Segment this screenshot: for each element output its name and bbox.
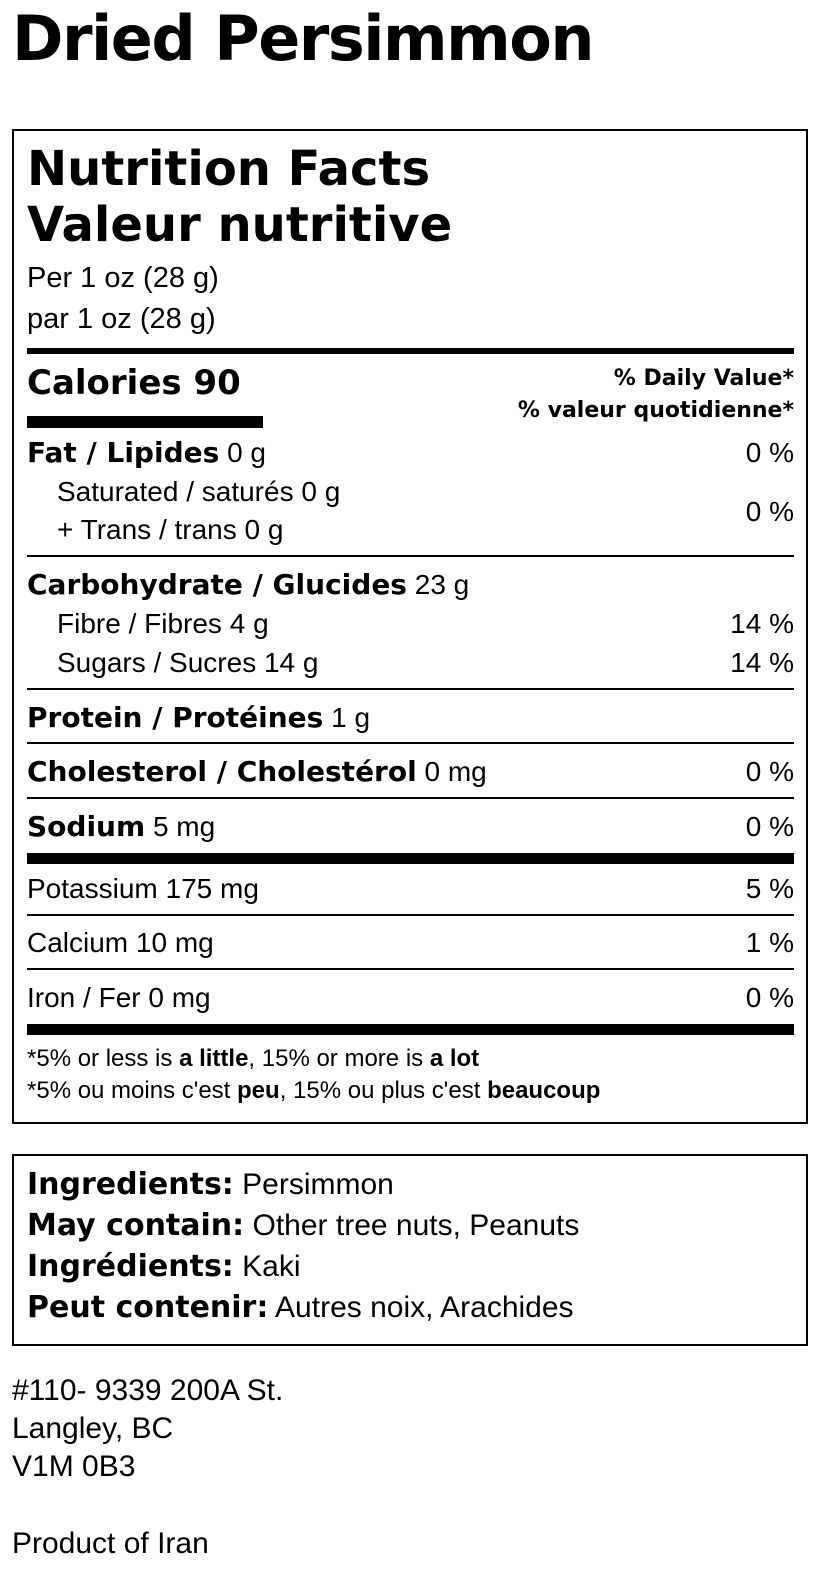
sugars-amount: 14 g [263, 647, 319, 678]
may-contain-fr-value: Autres noix, Arachides [275, 1291, 574, 1324]
thick-rule [27, 853, 794, 864]
iron-dv: 0 % [745, 982, 794, 1013]
iron-label: Iron / Fer [27, 982, 141, 1013]
daily-value-heading-fr: % valeur quotidienne* [517, 398, 794, 423]
may-contain-en-value: Other tree nuts, Peanuts [252, 1209, 580, 1242]
carbohydrate-amount: 23 g [414, 569, 470, 600]
iron-amount: 0 mg [148, 982, 211, 1013]
footnote-emphasis: beaucoup [487, 1077, 601, 1104]
calories-value: 90 [193, 363, 241, 403]
carbohydrate-row [27, 567, 469, 603]
ingredients-fr-value: Kaki [242, 1250, 301, 1283]
daily-value-heading-en: % Daily Value* [613, 366, 794, 391]
footnote-emphasis: peu [237, 1077, 280, 1104]
fibre-row [57, 606, 269, 642]
cholesterol-dv: 0 % [745, 756, 794, 787]
footnote-text: *5% ou moins c'est [27, 1077, 238, 1104]
sat-trans-dv: 0 % [745, 496, 794, 527]
footnote-text: , 15% ou plus c'est [279, 1077, 488, 1104]
saturated-row [57, 474, 340, 510]
footnote-text: , 15% or more is [248, 1045, 430, 1072]
nutrition-header-en: Nutrition Facts [27, 141, 431, 197]
trans-row [57, 512, 283, 548]
footnote-emphasis: a lot [429, 1045, 480, 1072]
trans-label: + Trans / trans [57, 514, 237, 545]
ingredients-en-value: Persimmon [242, 1168, 394, 1201]
footnote-emphasis: a little [179, 1045, 249, 1072]
sodium-dv: 0 % [745, 811, 794, 842]
calories-row [27, 362, 241, 404]
potassium-amount: 175 mg [165, 873, 259, 904]
divider [27, 742, 794, 744]
thick-rule [27, 348, 794, 354]
fat-label: Fat / Lipides [27, 436, 220, 469]
may-contain-fr-label: Peut contenir: [27, 1290, 269, 1325]
divider [27, 968, 794, 970]
potassium-row [27, 871, 259, 907]
divider [27, 688, 794, 690]
fibre-amount: 4 g [229, 608, 269, 639]
carbohydrate-label: Carbohydrate / Glucides [27, 568, 407, 601]
may-contain-en-label: May contain: [27, 1208, 245, 1243]
calcium-row [27, 925, 214, 961]
footnote-en [27, 1043, 479, 1075]
country-of-origin: Product of Iran [12, 1527, 209, 1560]
sodium-amount: 5 mg [152, 811, 216, 842]
thick-rule [27, 1024, 794, 1035]
may-contain-fr [27, 1287, 574, 1328]
calories-underline [27, 416, 263, 428]
ingredients-en-label: Ingredients: [27, 1167, 234, 1202]
fibre-label: Fibre / Fibres [57, 608, 222, 639]
sugars-label: Sugars / Sucres [57, 647, 257, 678]
cholesterol-label: Cholesterol / Cholestérol [27, 755, 417, 788]
cholesterol-amount: 0 mg [424, 756, 487, 787]
footnote-fr [27, 1075, 600, 1107]
calcium-label: Calcium [27, 927, 129, 958]
protein-label: Protein / Protéines [27, 701, 324, 734]
fibre-dv: 14 % [730, 608, 794, 639]
iron-row [27, 980, 211, 1016]
address-line-2: Langley, BC [12, 1412, 174, 1445]
saturated-amount: 0 g [301, 476, 341, 507]
sodium-label: Sodium [27, 810, 146, 843]
saturated-label: Saturated / saturés [57, 476, 294, 507]
cholesterol-row [27, 754, 487, 790]
divider [27, 555, 794, 557]
may-contain-en [27, 1205, 579, 1246]
calories-label: Calories [27, 363, 182, 403]
sugars-dv: 14 % [730, 647, 794, 678]
sugars-row [57, 645, 318, 681]
serving-size-en: Per 1 oz (28 g) [27, 262, 219, 294]
fat-row [27, 435, 266, 471]
protein-amount: 1 g [331, 702, 371, 733]
calcium-dv: 1 % [745, 927, 794, 958]
divider [27, 797, 794, 799]
sodium-row [27, 809, 215, 845]
product-title: Dried Persimmon [12, 2, 593, 75]
calcium-amount: 10 mg [135, 927, 214, 958]
serving-size-fr: par 1 oz (28 g) [27, 303, 216, 335]
trans-amount: 0 g [244, 514, 284, 545]
ingredients-en [27, 1164, 394, 1205]
fat-amount: 0 g [227, 437, 266, 468]
ingredients-fr-label: Ingrédients: [27, 1249, 234, 1284]
protein-row [27, 700, 370, 736]
nutrition-header-fr: Valeur nutritive [27, 197, 453, 253]
potassium-dv: 5 % [745, 873, 794, 904]
footnote-text: *5% or less is [27, 1045, 180, 1072]
divider [27, 914, 794, 916]
fat-dv: 0 % [745, 437, 794, 468]
potassium-label: Potassium [27, 873, 158, 904]
ingredients-fr [27, 1246, 301, 1287]
address-line-3: V1M 0B3 [12, 1450, 136, 1483]
address-line-1: #110- 9339 200A St. [12, 1374, 284, 1407]
